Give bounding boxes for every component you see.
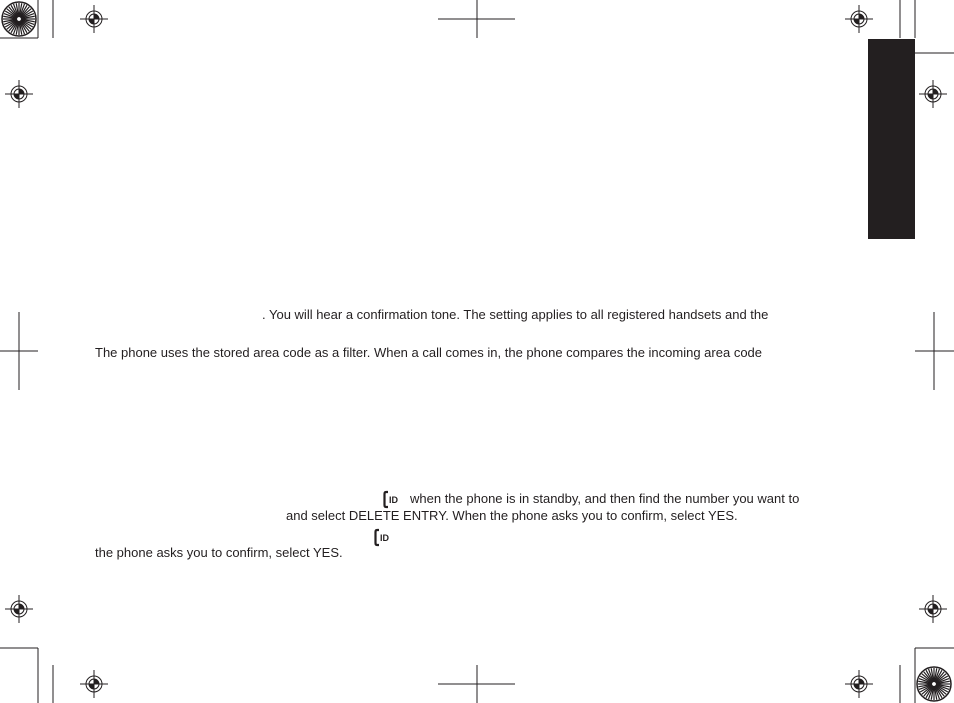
svg-text:ID: ID <box>380 533 389 543</box>
text-line-4: and select DELETE ENTRY. When the phone asks you to confirm, select YES. <box>286 508 738 523</box>
color-wheel <box>2 2 36 36</box>
caller-id-icon <box>384 491 401 508</box>
registration-mark <box>5 595 33 623</box>
section-tab <box>868 39 915 239</box>
registration-mark <box>919 80 947 108</box>
svg-text:ID: ID <box>389 495 398 505</box>
registration-mark <box>5 80 33 108</box>
registration-mark <box>919 595 947 623</box>
registration-mark <box>80 670 108 698</box>
text-line-3: when the phone is in standby, and then find the number you want to <box>410 491 800 506</box>
text-line-5: the phone asks you to confirm, select YES. <box>95 545 343 560</box>
registration-mark <box>845 5 873 33</box>
text-line-2: The phone uses the stored area code as a filter. When a call comes in, the phone compares the incoming area code <box>95 345 763 360</box>
registration-mark <box>80 5 108 33</box>
text-line-1: . You will hear a confirmation tone. The setting applies to all registered handsets and the <box>262 307 769 322</box>
registration-mark <box>845 670 873 698</box>
color-wheel <box>917 667 951 701</box>
caller-id-icon <box>375 529 392 546</box>
